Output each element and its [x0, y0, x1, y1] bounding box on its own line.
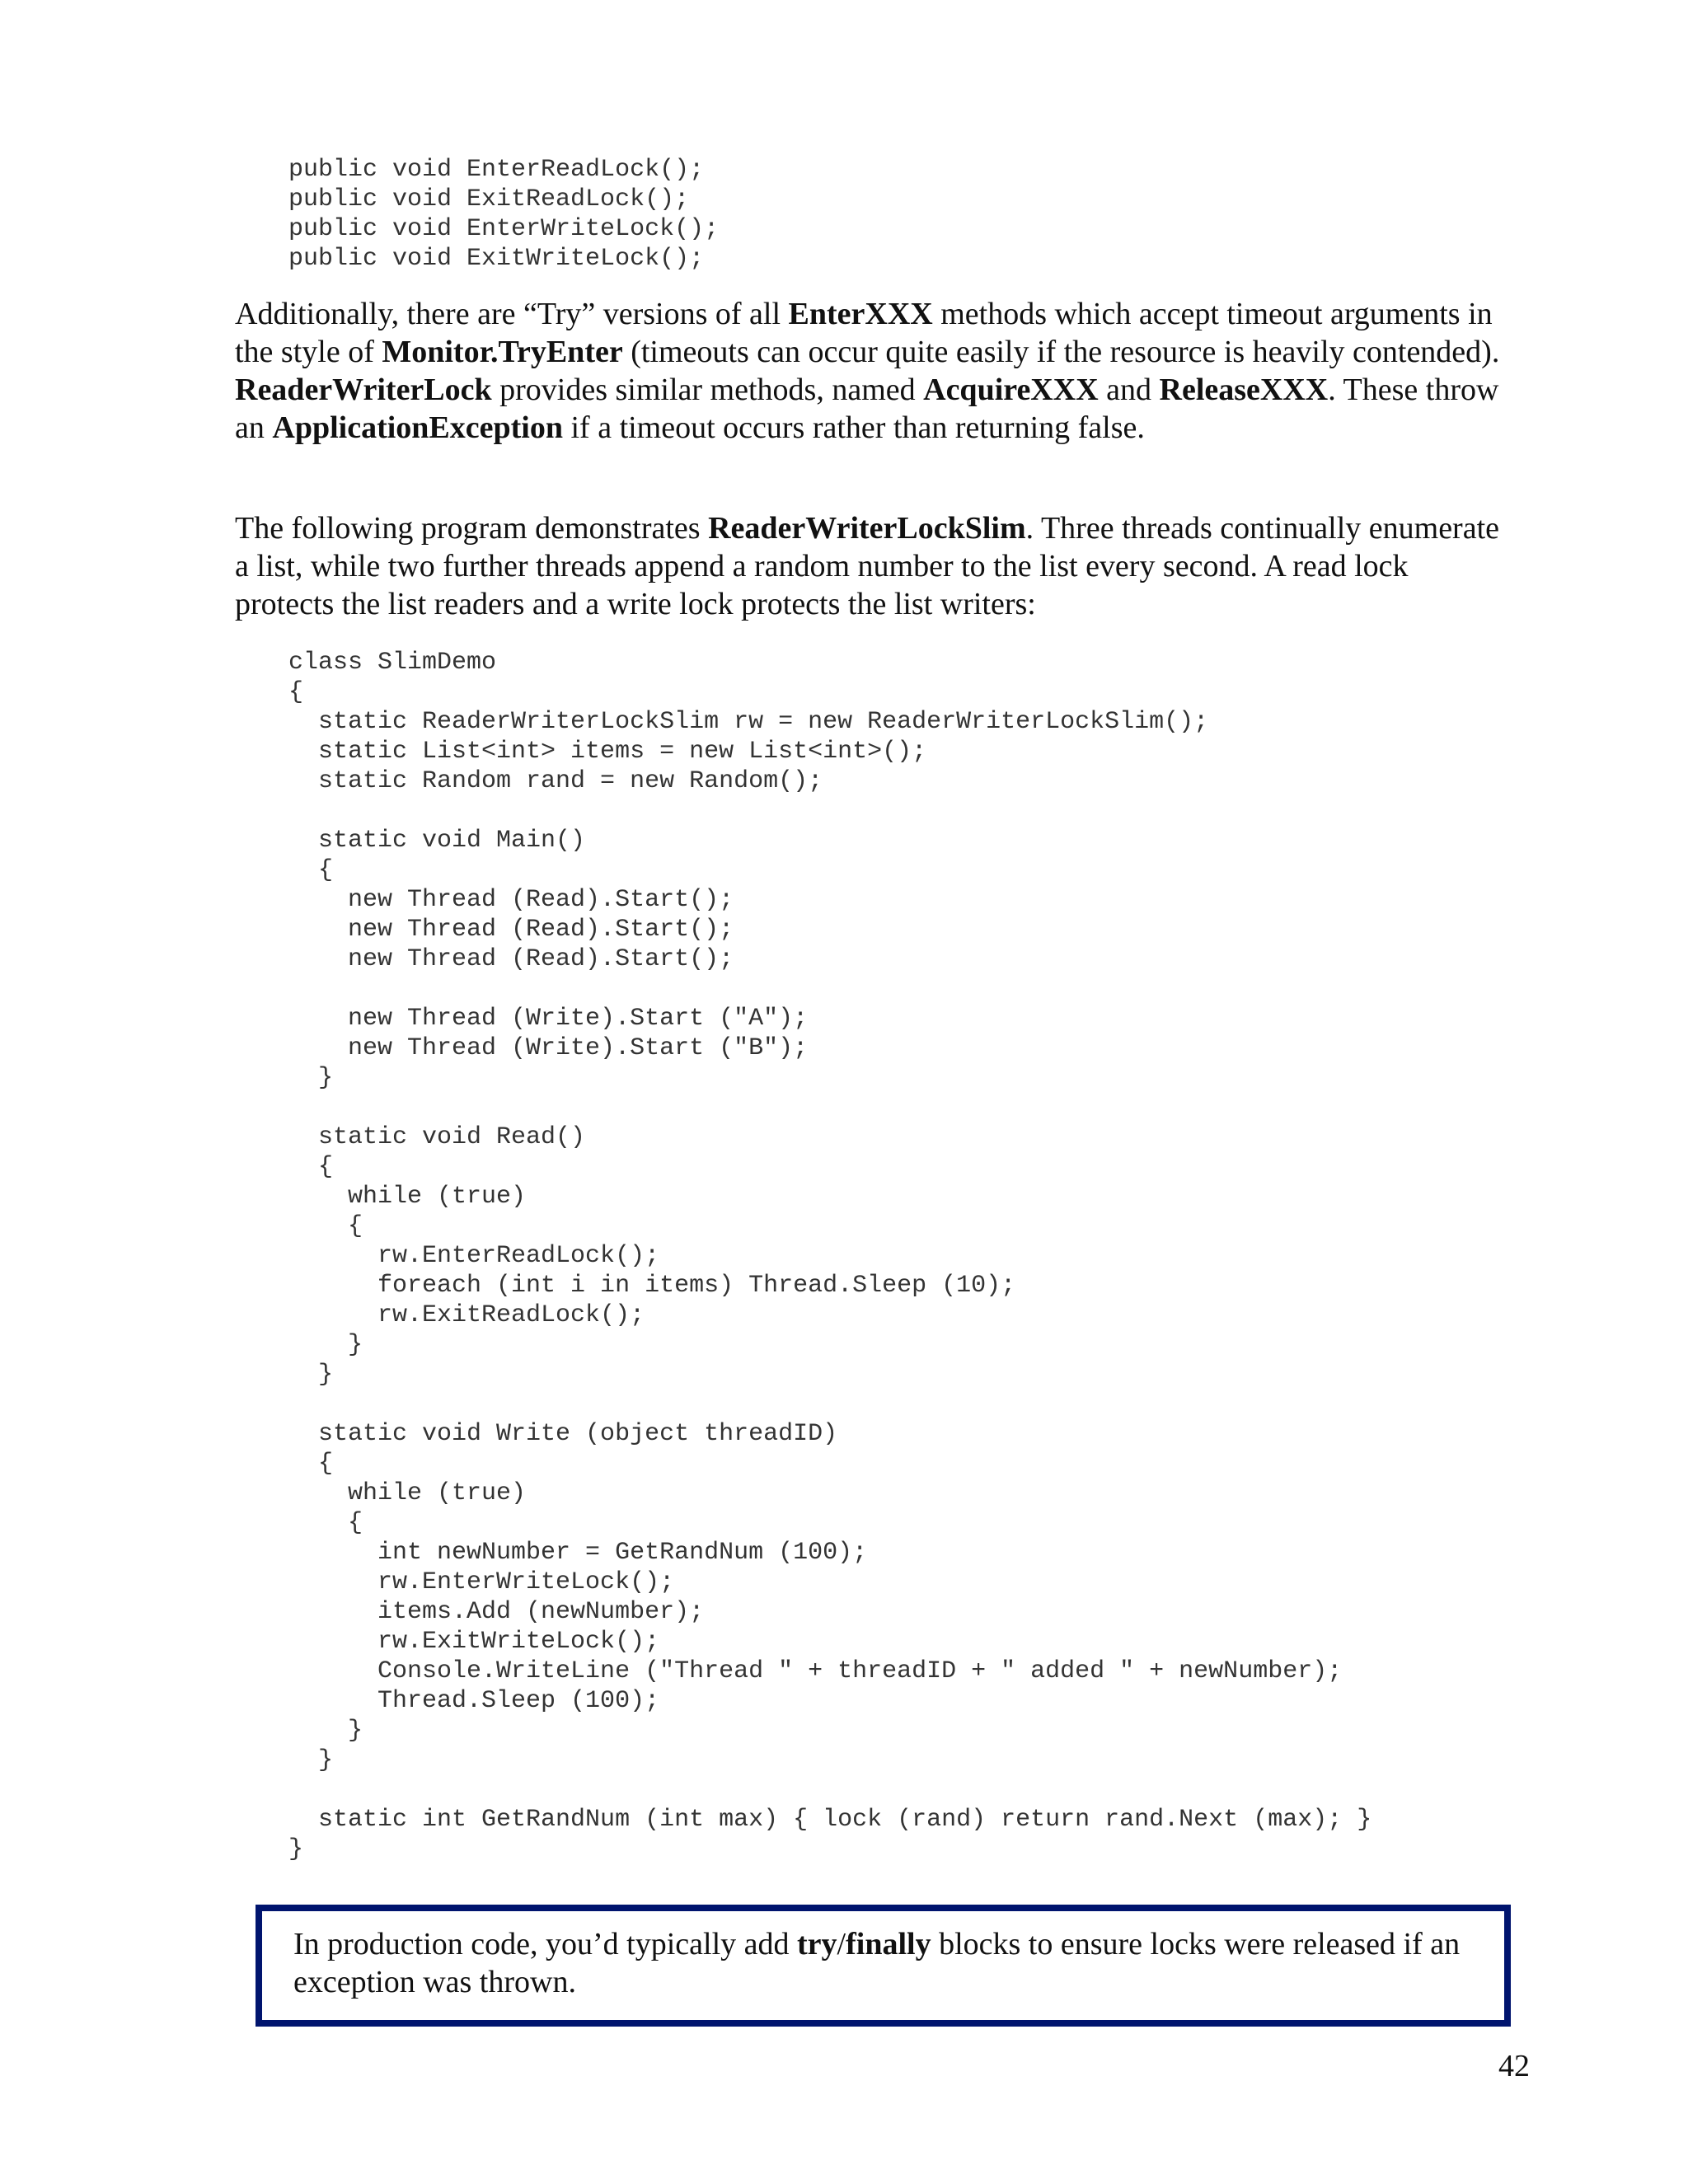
paragraph-program-intro — [235, 509, 1504, 623]
code-line: { — [288, 1153, 334, 1181]
code-line: static Random rand = new Random(); — [288, 767, 823, 795]
code-line: class SlimDemo — [288, 649, 497, 677]
code-line: rw.ExitReadLock(); — [288, 1301, 645, 1329]
text-run: . Three threads continually enumerate a list, while two further threads append a random number to the list every second. A read lock protects the list readers and a write lock protects the list writers: — [235, 511, 1499, 621]
text-run: . These throw an — [235, 373, 1499, 445]
bold-term-monitor-tryenter: Monitor.TryEnter — [382, 335, 623, 369]
bold-term-enterxxx: EnterXXX — [788, 297, 933, 331]
code-line: static void Main() — [288, 827, 586, 855]
paragraph-try-versions — [235, 295, 1504, 447]
bold-term-try: try — [797, 1927, 837, 1961]
code-line: } — [288, 1746, 334, 1774]
note-text — [293, 1925, 1497, 2001]
code-line: } — [288, 1064, 334, 1092]
code-line: new Thread (Read).Start(); — [288, 945, 734, 973]
code-line: { — [288, 1212, 363, 1240]
bold-term-acquirexxx: AcquireXXX — [923, 373, 1099, 407]
text-run: if a timeout occurs rather than returning false. — [562, 410, 1145, 445]
code-line: } — [288, 1331, 363, 1359]
code-line: public void EnterReadLock(); — [288, 156, 705, 184]
bold-term-applicationexception: ApplicationException — [272, 410, 563, 445]
code-line: { — [288, 856, 334, 884]
code-line: static void Write (object threadID) — [288, 1420, 838, 1448]
text-run: The following program demonstrates — [235, 511, 709, 546]
text-run: In production code, you’d typically add — [293, 1927, 798, 1961]
text-run: provides similar methods, named — [491, 373, 924, 407]
code-line: } — [288, 1361, 334, 1389]
code-line: public void ExitWriteLock(); — [288, 245, 705, 273]
code-line: Thread.Sleep (100); — [288, 1687, 660, 1715]
code-line: rw.EnterWriteLock(); — [288, 1568, 675, 1596]
code-line: rw.ExitWriteLock(); — [288, 1628, 660, 1656]
text-run: and — [1098, 373, 1160, 407]
code-line: while (true) — [288, 1183, 527, 1211]
page-number: 42 — [1498, 2049, 1530, 2083]
text-run: methods which accept timeout arguments in the style of — [235, 297, 1493, 369]
code-line: new Thread (Write).Start ("B"); — [288, 1034, 809, 1062]
text-run: / — [837, 1927, 846, 1961]
code-line: public void ExitReadLock(); — [288, 185, 690, 213]
code-line: public void EnterWriteLock(); — [288, 215, 720, 243]
code-line: } — [288, 1717, 363, 1745]
code-line: int newNumber = GetRandNum (100); — [288, 1539, 868, 1567]
text-run: (timeouts can occur quite easily if the resource is heavily contended). — [622, 335, 1500, 369]
code-line: new Thread (Read).Start(); — [288, 916, 734, 944]
code-line: foreach (int i in items) Thread.Sleep (10); — [288, 1272, 1016, 1300]
text-run: Additionally, there are “Try” versions of all — [235, 297, 789, 331]
text-run: blocks to ensure locks were released if an exception was thrown. — [293, 1927, 1461, 1999]
code-line: static ReaderWriterLockSlim rw = new ReaderWriterLockSlim(); — [288, 708, 1209, 736]
code-block-lock-methods — [288, 155, 719, 274]
code-line: { — [288, 1509, 363, 1537]
bold-term-readerwriterlock: ReaderWriterLock — [235, 373, 492, 407]
code-line: new Thread (Write).Start ("A"); — [288, 1005, 809, 1033]
code-line: static void Read() — [288, 1123, 586, 1151]
code-line: } — [288, 1835, 304, 1863]
code-block-slimdemo — [288, 648, 1372, 1864]
code-line: Console.WriteLine ("Thread " + threadID + " added " + newNumber); — [288, 1657, 1343, 1685]
code-line: while (true) — [288, 1479, 527, 1507]
code-line: { — [288, 678, 304, 706]
code-line: static List<int> items = new List<int>(); — [288, 738, 927, 766]
code-line: items.Add (newNumber); — [288, 1598, 705, 1626]
code-line: static int GetRandNum (int max) { lock (rand) return rand.Next (max); } — [288, 1806, 1372, 1834]
code-line: new Thread (Read).Start(); — [288, 886, 734, 914]
bold-term-releasexxx: ReleaseXXX — [1159, 373, 1329, 407]
code-line: rw.EnterReadLock(); — [288, 1242, 660, 1270]
bold-term-readerwriterlockslim: ReaderWriterLockSlim — [708, 511, 1026, 546]
bold-term-finally: finally — [846, 1927, 931, 1961]
code-line: { — [288, 1450, 334, 1478]
